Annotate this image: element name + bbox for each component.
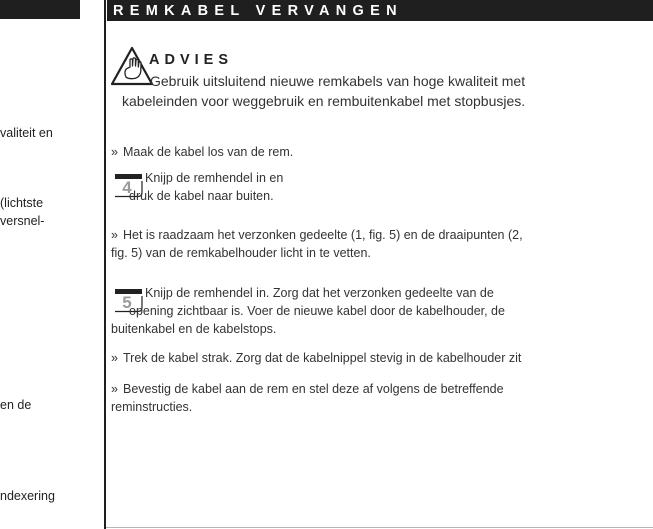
bullet-text: fig. 5) van de remkabelhouder licht in te vetten. <box>111 246 371 260</box>
step-text-line: druk de kabel naar buiten. <box>129 189 274 203</box>
left-column-fragment: versnel- <box>0 214 45 228</box>
left-column-header-bar <box>0 0 80 19</box>
left-column-fragment: en de <box>0 398 32 412</box>
bullet-text: Het is raadzaam het verzonken gedeelte (1, fig. 5) en de draaipunten (2, <box>123 228 523 242</box>
left-column-fragment: ndexering <box>0 489 55 503</box>
column-divider <box>104 0 106 529</box>
step-number: 4 <box>122 178 132 197</box>
bullet-text: reminstructies. <box>111 400 193 414</box>
instruction-bullet-continuation <box>111 399 192 417</box>
advies-text-line: kabeleinden voor weggebruik en rembuitenkabel met stopbusjes. <box>122 93 526 109</box>
step-number: 5 <box>122 293 132 312</box>
bullet-marker: » <box>111 351 118 365</box>
page-title: REMKABEL VERVANGEN <box>107 0 653 21</box>
instruction-bullet <box>111 144 293 162</box>
bullet-text: Trek de kabel strak. Zorg dat de kabelnippel stevig in de kabelhouder zit <box>123 351 522 365</box>
bullet-marker: » <box>111 228 118 242</box>
instruction-bullet <box>111 227 523 245</box>
bottom-rule <box>106 527 653 528</box>
step-text-line: Knijp de remhendel in. Zorg dat het verzonken gedeelte van de <box>145 286 494 300</box>
step-text-line: Knijp de remhendel in en <box>145 171 284 185</box>
left-column-fragment: valiteit en <box>0 126 53 140</box>
step-text-line: buitenkabel en de kabelstops. <box>111 322 277 336</box>
bullet-text: Maak de kabel los van de rem. <box>123 145 294 159</box>
bullet-marker: » <box>111 145 118 159</box>
instruction-bullet-continuation <box>111 245 371 263</box>
bullet-marker: » <box>111 382 118 396</box>
advies-text-line: Gebruik uitsluitend nieuwe remkabels van hoge kwaliteit met <box>150 73 526 89</box>
step-text-line: opening zichtbaar is. Voer de nieuwe kabel door de kabelhouder, de <box>129 304 505 318</box>
instruction-bullet <box>111 381 504 399</box>
left-column-fragment: (lichtste <box>0 196 44 210</box>
bullet-text: Bevestig de kabel aan de rem en stel deze af volgens de betreffende <box>123 382 504 396</box>
instruction-bullet <box>111 350 521 368</box>
advies-title: ADVIES <box>149 52 233 68</box>
